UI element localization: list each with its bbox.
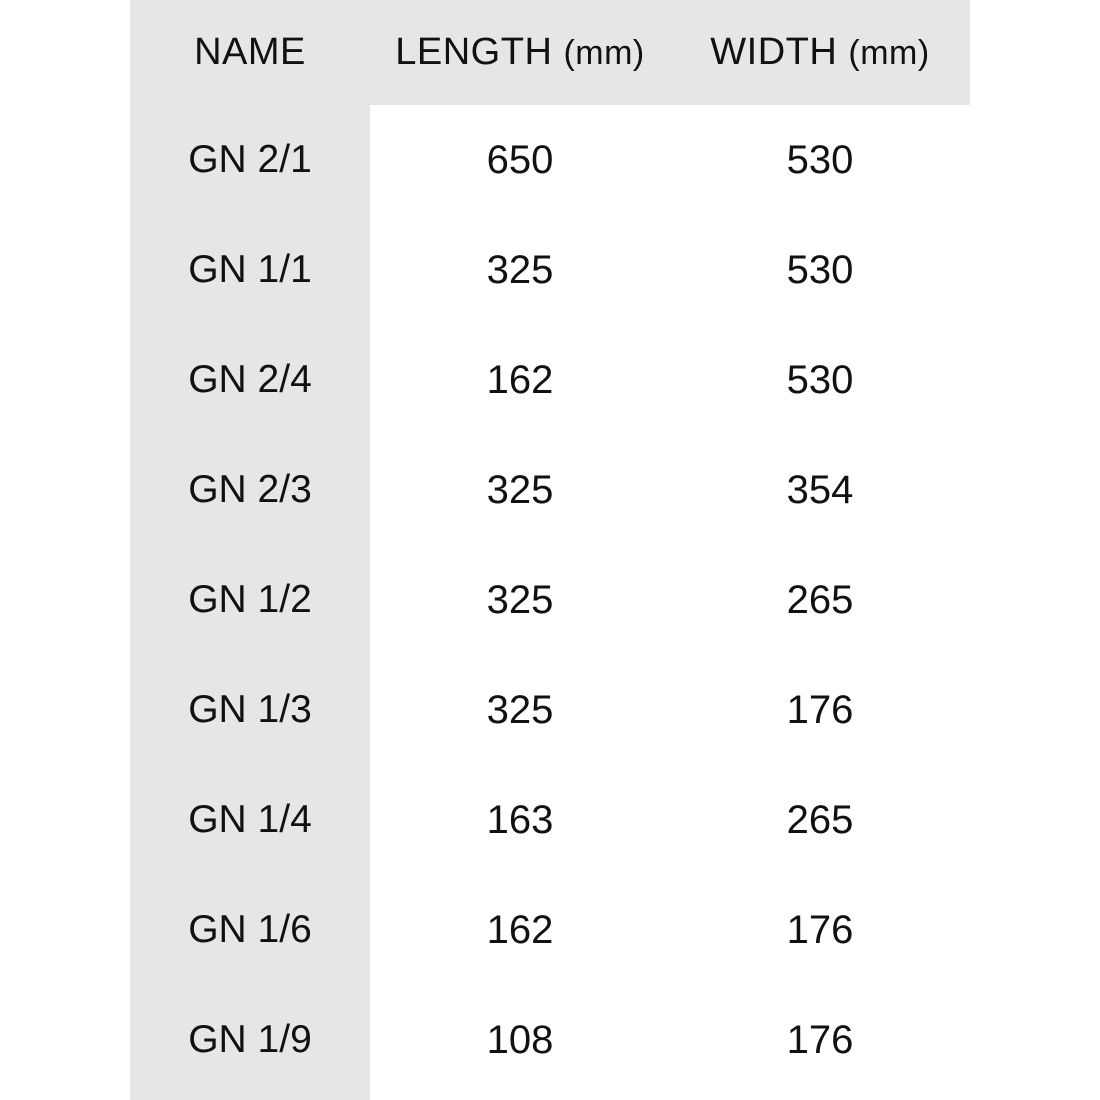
- row-right-gutter: [970, 105, 1100, 215]
- cell-width: 176: [786, 907, 854, 952]
- row-left-gutter: [0, 655, 130, 765]
- column-header-width-label: WIDTH: [710, 31, 838, 73]
- row-left-gutter: [0, 875, 130, 985]
- cell-name: GN 1/3: [188, 688, 312, 731]
- cell-length: 325: [486, 247, 554, 292]
- row-right-gutter: [970, 545, 1100, 655]
- cell-width: 354: [786, 467, 854, 512]
- table-row: [0, 105, 1100, 215]
- cell-length: 325: [486, 577, 554, 622]
- column-header-length-unit: (mm): [563, 34, 645, 72]
- cell-length: 163: [486, 797, 554, 842]
- cell-name: GN 1/1: [188, 248, 312, 291]
- table-row: [0, 435, 1100, 545]
- cell-name: GN 2/1: [188, 138, 312, 181]
- column-header-length: [370, 0, 670, 105]
- cell-width: 530: [786, 247, 854, 292]
- row-right-gutter: [970, 215, 1100, 325]
- row-left-gutter: [0, 435, 130, 545]
- row-left-gutter: [0, 765, 130, 875]
- column-header-width-unit: (mm): [848, 34, 930, 72]
- cell-name: GN 1/9: [188, 1018, 312, 1061]
- cell-length: 162: [486, 357, 554, 402]
- table-row: [0, 545, 1100, 655]
- row-left-gutter: [0, 545, 130, 655]
- cell-width: 176: [786, 687, 854, 732]
- cell-width: 530: [786, 357, 854, 402]
- cell-width: 265: [786, 797, 854, 842]
- cell-width: 176: [786, 1017, 854, 1062]
- column-header-length-label: LENGTH: [395, 31, 553, 73]
- row-right-gutter: [970, 985, 1100, 1095]
- left-gutter: [0, 0, 130, 105]
- cell-length: 325: [486, 687, 554, 732]
- cell-length: 162: [486, 907, 554, 952]
- right-gutter: [970, 0, 1100, 105]
- cell-length: 325: [486, 467, 554, 512]
- table-row: [0, 215, 1100, 325]
- header-row: [0, 0, 1100, 105]
- row-left-gutter: [0, 105, 130, 215]
- cell-width: 530: [786, 137, 854, 182]
- column-header-width: [670, 0, 970, 105]
- table-body: [0, 105, 1100, 1095]
- row-right-gutter: [970, 765, 1100, 875]
- cell-length: 108: [486, 1017, 554, 1062]
- row-right-gutter: [970, 435, 1100, 545]
- table-row: [0, 655, 1100, 765]
- table-header: [0, 0, 1100, 105]
- cell-name: GN 2/3: [188, 468, 312, 511]
- row-right-gutter: [970, 655, 1100, 765]
- column-header-name: NAME: [194, 31, 306, 73]
- row-right-gutter: [970, 875, 1100, 985]
- row-right-gutter: [970, 325, 1100, 435]
- row-left-gutter: [0, 985, 130, 1095]
- cell-name: GN 2/4: [188, 358, 312, 401]
- table-row: [0, 985, 1100, 1095]
- cell-width: 265: [786, 577, 854, 622]
- cell-name: GN 1/6: [188, 908, 312, 951]
- row-left-gutter: [0, 325, 130, 435]
- cell-name: GN 1/2: [188, 578, 312, 621]
- table-row: [0, 765, 1100, 875]
- table-row: [0, 875, 1100, 985]
- cell-name: GN 1/4: [188, 798, 312, 841]
- row-left-gutter: [0, 215, 130, 325]
- cell-length: 650: [486, 137, 554, 182]
- table-row: [0, 325, 1100, 435]
